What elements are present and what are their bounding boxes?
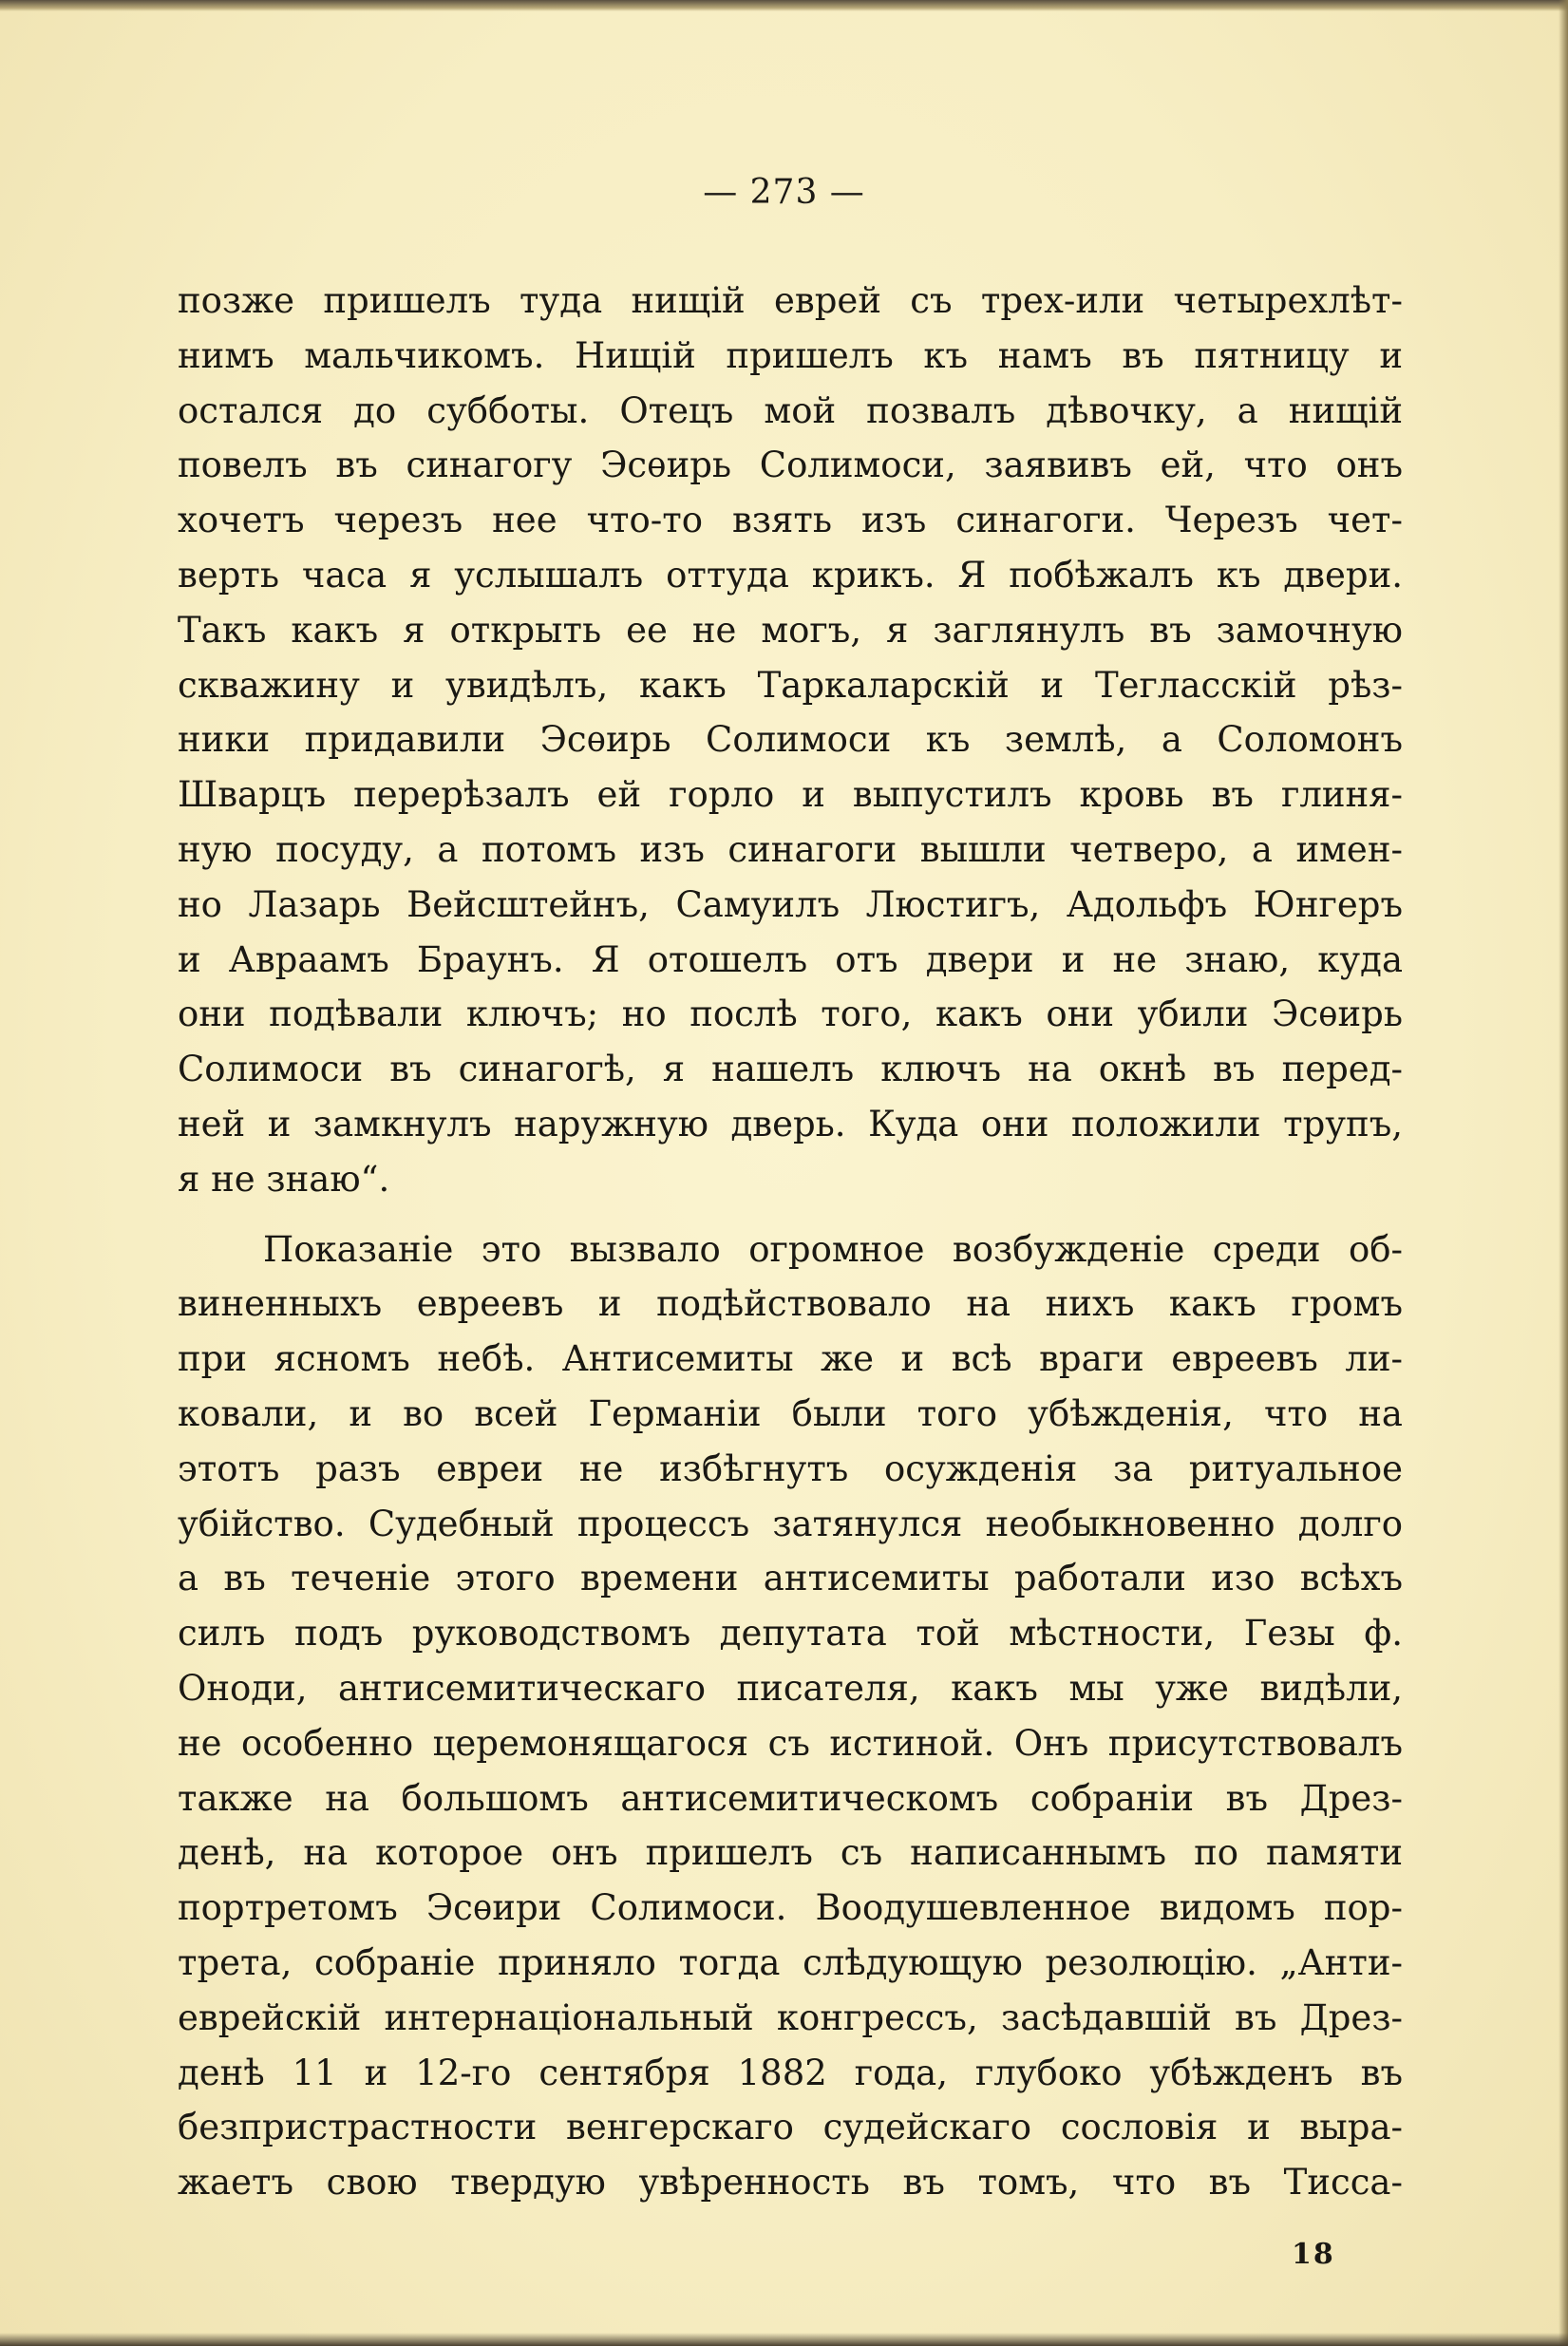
body-text	[178, 274, 1403, 2210]
text-line: безпристрастности венгерскаго судейскаго сословія и выра-	[178, 2107, 1403, 2148]
text-line: хочетъ черезъ нее что-то взять изъ синагоги. Черезъ чет-	[178, 500, 1403, 541]
text-line: ную посуду, а потомъ изъ синагоги вышли четверо, а имен-	[178, 828, 1403, 870]
page-number: — 273 —	[703, 173, 865, 212]
text-line: Солимоси въ синагогѣ, я нашелъ ключъ на окнѣ въ перед-	[178, 1049, 1403, 1090]
text-line: этотъ разъ евреи не избѣгнутъ осужденія за ритуальное	[178, 1447, 1403, 1489]
text-line: они подѣвали ключъ; но послѣ того, какъ они убили Эсѳирь	[178, 993, 1403, 1035]
text-line: я не знаю“.	[178, 1158, 390, 1200]
text-line: трета, собраніе приняло тогда слѣдующую резолюцію. „Анти-	[178, 1941, 1403, 1983]
text-line: силъ подъ руководствомъ депутата той мѣстности, Гезы ф.	[178, 1613, 1403, 1655]
text-line: денѣ 11 и 12-го сентября 1882 года, глубоко убѣжденъ въ	[178, 2052, 1403, 2093]
text-line: и Авраамъ Браунъ. Я отошелъ отъ двери и не знаю, куда	[178, 938, 1403, 980]
page-edge-bottom	[0, 2333, 1568, 2346]
page-edge-top	[0, 0, 1568, 11]
text-line: Такъ какъ я открыть ее не могъ, я заглянулъ въ замочную	[178, 609, 1403, 651]
text-line: нимъ мальчикомъ. Нищій пришелъ къ намъ въ пятницу и	[178, 334, 1403, 376]
text-line: жаетъ свою твердую увѣренность въ томъ, что въ Тисса-	[178, 2162, 1403, 2204]
text-line: не особенно церемонящагося съ истиной. Онъ присутствовалъ	[178, 1722, 1403, 1764]
text-line: ней и замкнулъ наружную дверь. Куда они положили трупъ,	[178, 1103, 1403, 1145]
text-line: также на большомъ антисемитическомъ собраніи въ Дрез-	[178, 1777, 1403, 1819]
text-line: но Лазарь Вейсштейнъ, Самуилъ Люстигъ, Адольфъ Юнгеръ	[178, 883, 1403, 925]
paragraph-2	[178, 1222, 1403, 2210]
paragraph-1	[178, 274, 1403, 1207]
text-line: денѣ, на которое онъ пришелъ съ написаннымъ по памяти	[178, 1832, 1403, 1874]
text-line: скважину и увидѣлъ, какъ Таркаларскій и Тегласскій рѣз-	[178, 664, 1403, 706]
text-line: еврейскій интернаціональный конгрессъ, засѣдавшій въ Дрез-	[178, 1996, 1403, 2038]
text-line: верть часа я услышалъ оттуда крикъ. Я побѣжалъ къ двери.	[178, 554, 1403, 596]
page-edge-right	[1559, 0, 1568, 2346]
text-line: при ясномъ небѣ. Антисемиты же и всѣ враги евреевъ ли-	[178, 1338, 1403, 1380]
text-line: Оноди, антисемитическаго писателя, какъ мы уже видѣли,	[178, 1667, 1403, 1709]
text-line: позже пришелъ туда нищій еврей съ трех-или четырехлѣт-	[178, 280, 1403, 321]
text-line: ники придавили Эсѳирь Солимоси къ землѣ, а Соломонъ	[178, 719, 1403, 761]
text-line: ковали, и во всей Германіи были того убѣжденія, что на	[178, 1392, 1403, 1434]
text-line: Шварцъ перерѣзалъ ей горло и выпустилъ кровь въ глиня-	[178, 774, 1403, 816]
text-line: а въ теченіе этого времени антисемиты работали изо всѣхъ	[178, 1558, 1403, 1599]
signature-mark: 18	[1292, 2238, 1335, 2271]
text-line: виненныхъ евреевъ и подѣйствовало на нихъ какъ громъ	[178, 1283, 1403, 1325]
text-line: убійство. Судебный процессъ затянулся необыкновенно долго	[178, 1503, 1403, 1544]
text-line: Показаніе это вызвало огромное возбужденіе среди об-	[263, 1228, 1403, 1270]
text-line: портретомъ Эсѳири Солимоси. Воодушевленное видомъ пор-	[178, 1887, 1403, 1929]
text-line: повелъ въ синагогу Эсѳирь Солимоси, заявивъ ей, что онъ	[178, 445, 1403, 486]
paragraph-gap	[178, 1207, 1403, 1222]
text-line: остался до субботы. Отецъ мой позвалъ дѣвочку, а нищій	[178, 389, 1403, 431]
